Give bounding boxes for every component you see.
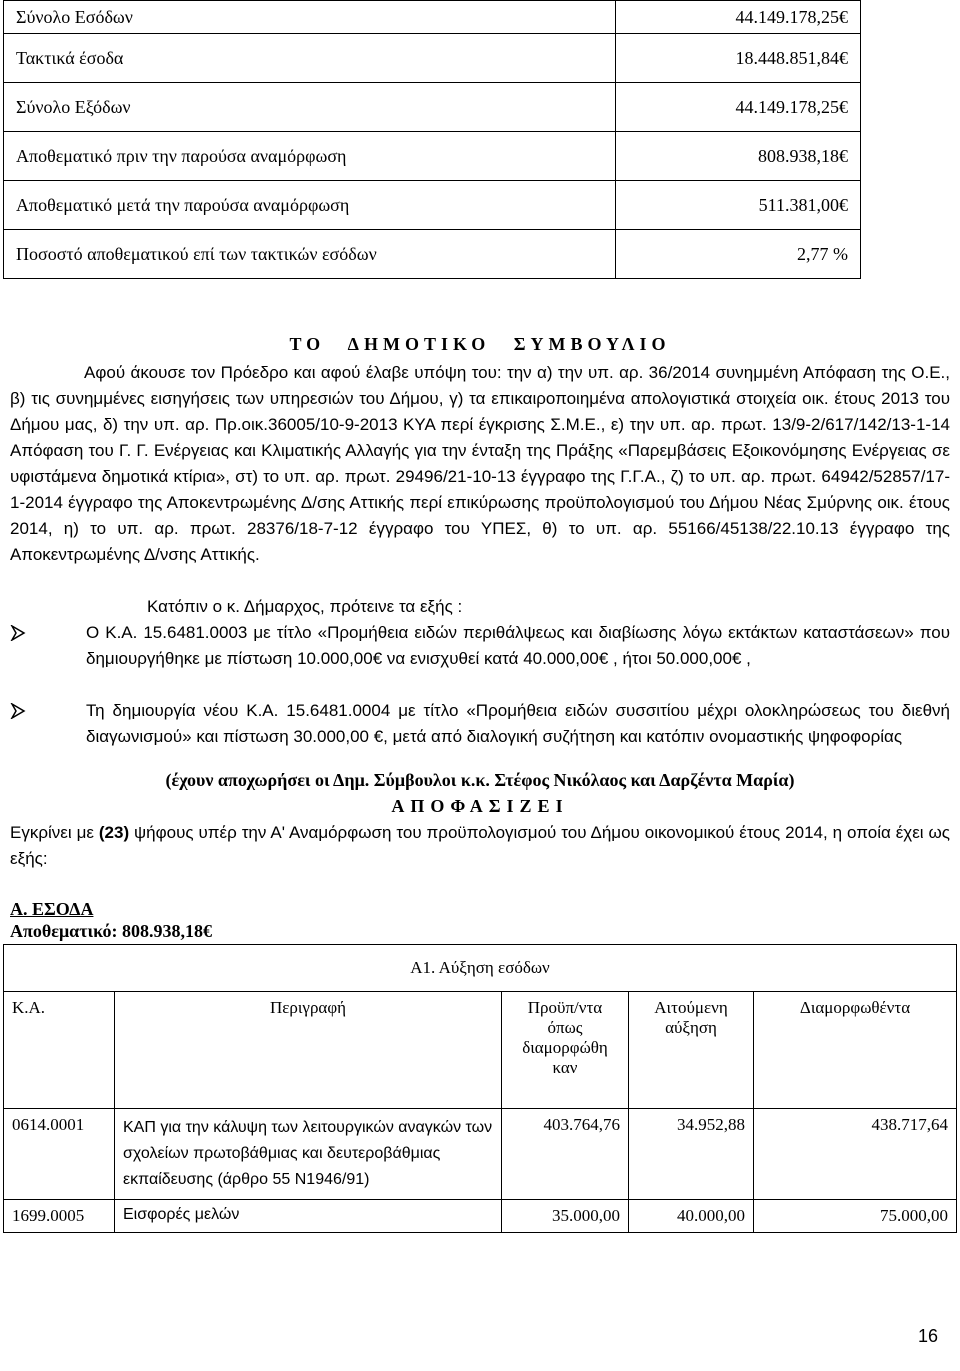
table-row [4,1200,957,1233]
cell-desc: ΚΑΠ για την κάλυψη των λειτουργικών αναγκών των σχολείων πρωτοβάθμιας και δευτεροβάθμιας εκπαίδευσης (άρθρο 55 Ν1946/91) [115,1109,502,1200]
summary-row [4,181,861,230]
list-item [10,620,950,672]
cell-budget: 403.764,76 [502,1109,629,1200]
reserve-line: Αποθεματικό: 808.938,18€ [10,921,213,941]
summary-row [4,34,861,83]
summary-value: 44.149.178,25€ [616,1,861,34]
table-header-row [4,992,957,1109]
income-table [3,944,957,1233]
summary-row [4,1,861,34]
summary-label: Αποθεματικό μετά την παρούσα αναμόρφωση [4,181,616,230]
decision-pre: Εγκρίνει με [10,823,99,842]
cell-budget: 35.000,00 [502,1200,629,1233]
section-a-title: Α. ΕΣΟΔΑ [10,899,94,919]
arrow-icon [10,698,30,727]
cell-code: 1699.0005 [4,1200,115,1233]
intro-paragraph [10,360,950,568]
summary-row [4,132,861,181]
decision-post: ψήφους υπέρ την Α' Αναμόρφωση του προϋπολογισμού του Δήμου οικονομικού έτους 2014, η οποία έχει ως εξής: [10,823,950,868]
summary-label: Ποσοστό αποθεματικού επί των τακτικών εσόδων [4,230,616,279]
column-header: Προϋπ/ντα όπως διαμορφώθη καν [502,992,629,1109]
council-heading: ΤΟ ΔΗΜΟΤΙΚΟ ΣΥΜΒΟΥΛΙΟ [289,334,671,354]
table-caption: Α1. Αύξηση εσόδων [4,945,957,992]
column-header: Διαμορφωθέντα [754,992,957,1109]
bullet-text: Τη δημιουργία νέου Κ.Α. 15.6481.0004 με τίτλο «Προμήθεια ειδών συσσιτίου μέχρι ολοκληρώσεως του διεθνή διαγωνισμού» και πίστωση 30.000,00 €, μετά από διαλογική συζήτηση και κατόπιν ονομαστικής ψηφοφορίας [86,701,950,746]
summary-row [4,230,861,279]
decision-paragraph [10,820,950,872]
summary-value: 44.149.178,25€ [616,83,861,132]
bullet-text: Ο Κ.Α. 15.6481.0003 με τίτλο «Προμήθεια ειδών περιθάλψεως και διαβίωσης λόγω εκτάκτων καταστάσεων» που δημιουργήθηκε με πίστωση 10.000,00€ να ενισχυθεί κατά 40.000,00€ , ήτοι 50.000,00€ , [86,623,950,668]
summary-value: 2,77 % [616,230,861,279]
cell-increase: 40.000,00 [629,1200,754,1233]
absent-note: (έχουν αποχωρήσει οι Δημ. Σύμβουλοι κ.κ. Στέφος Νικόλαος και Δαρζέντα Μαρία) [165,770,795,790]
column-header: Κ.Α. [4,992,115,1109]
column-header: Περιγραφή [115,992,502,1109]
table-row [4,1109,957,1200]
list-item [10,698,950,750]
summary-label: Σύνολο Εξόδων [4,83,616,132]
intro-text: Αφού άκουσε τον Πρόεδρο και αφού έλαβε υπόψη του: την α) την υπ. αρ. 36/2014 συνημμένη Απόφαση της Ο.Ε., β) τις συνημμένες εισηγήσεις των υπηρεσιών του Δήμου, γ) τα επικαιροποιημένα απολογιστικά στοιχεία οικ. έτους 2013 του Δήμου μας, δ) την υπ. αρ. Πρ.οικ.36005/10-9-2013 ΚΥΑ περί έγκρισης Σ.Μ.Ε., ε) την υπ. αρ. πρωτ. 13/9-2/617/142/13-1-14 Απόφαση του Γ. Γ. Ενέργειας και Κλιματικής Αλλαγής για την ένταξη της Πράξης «Παρεμβάσεις Εξοικονόμησης Ενέργειας σε υφιστάμενα δημοτικά κτίρια», στ) το υπ. αρ. πρωτ. 29496/21-10-13 έγγραφο της Γ.Γ.Α., ζ) το υπ. αρ. πρωτ. 64942/52857/17-1-2014 έγγραφο της Αποκεντρωμένης Δ/σης Αττικής περί επικύρωσης προϋπολογισμού του Δήμου Νέας Σμύρνης οικ. έτους 2014, η) το υπ. αρ. πρωτ. 28376/18-7-12 έγγραφο του ΥΠΕΣ, θ) το υπ. αρ. 55166/45138/22.10.13 έγγραφο της Αποκεντρωμένης Δ/νσης Αττικής. [10,363,950,564]
summary-table [3,0,861,279]
summary-value: 511.381,00€ [616,181,861,230]
summary-value: 808.938,18€ [616,132,861,181]
column-header: Αιτούμενη αύξηση [629,992,754,1109]
cell-final: 75.000,00 [754,1200,957,1233]
cell-desc: Εισφορές μελών [115,1200,502,1233]
mayor-line: Κατόπιν ο κ. Δήμαρχος, πρότεινε τα εξής : [147,597,463,616]
summary-value: 18.448.851,84€ [616,34,861,83]
summary-label: Αποθεματικό πριν την παρούσα αναμόρφωση [4,132,616,181]
summary-label: Σύνολο Εσόδων [4,1,616,34]
cell-code: 0614.0001 [4,1109,115,1200]
decision-title: ΑΠΟΦΑΣΙΖΕΙ [391,796,569,816]
decision-votes: (23) [98,823,130,842]
cell-increase: 34.952,88 [629,1109,754,1200]
page-number: 16 [917,1326,938,1346]
cell-final: 438.717,64 [754,1109,957,1200]
summary-row [4,83,861,132]
arrow-icon [10,620,30,649]
summary-label: Τακτικά έσοδα [4,34,616,83]
